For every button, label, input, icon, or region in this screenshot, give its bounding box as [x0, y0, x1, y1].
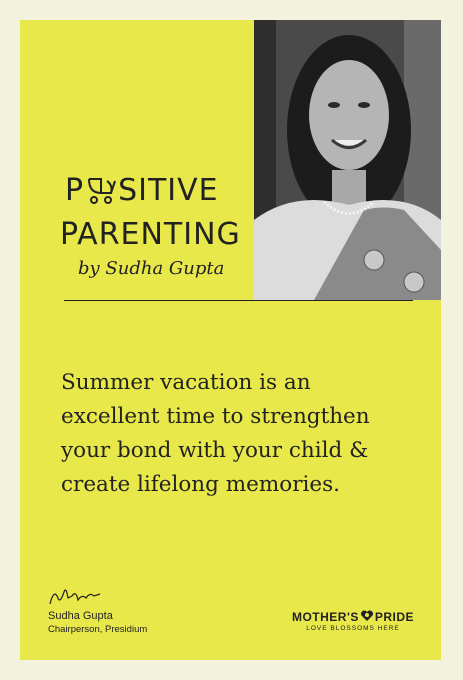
brand-name-first: MOTHER'S [291, 610, 359, 624]
quote [61, 366, 431, 502]
title-parenting: PARENTING [60, 217, 241, 252]
quote-line: Summer vacation is an [61, 370, 311, 395]
baby-carriage-icon [85, 175, 117, 205]
divider [64, 300, 413, 301]
author-role: Chairperson, Presidium [48, 624, 148, 635]
portrait-photo [254, 20, 441, 300]
brand-logo [278, 609, 428, 632]
title-positive [65, 173, 219, 209]
title-letter-p: P [65, 173, 85, 208]
title-rest: SITIVE [118, 173, 219, 208]
quote-line: your bond with your child & [61, 438, 369, 463]
title-block [20, 20, 254, 300]
signature [48, 584, 118, 608]
quote-line: excellent time to strengthen [61, 404, 370, 429]
brand-name-second: PRIDE [374, 610, 415, 624]
brand-tagline: LOVE BLOSSOMS HERE [306, 625, 400, 632]
brand-name [278, 609, 428, 624]
poster [20, 20, 441, 660]
author-name: Sudha Gupta [48, 610, 113, 622]
quote-line: create lifelong memories. [61, 472, 340, 497]
portrait-illustration [254, 20, 441, 300]
byline: by Sudha Gupta [78, 258, 225, 279]
heart-icon [360, 609, 374, 623]
